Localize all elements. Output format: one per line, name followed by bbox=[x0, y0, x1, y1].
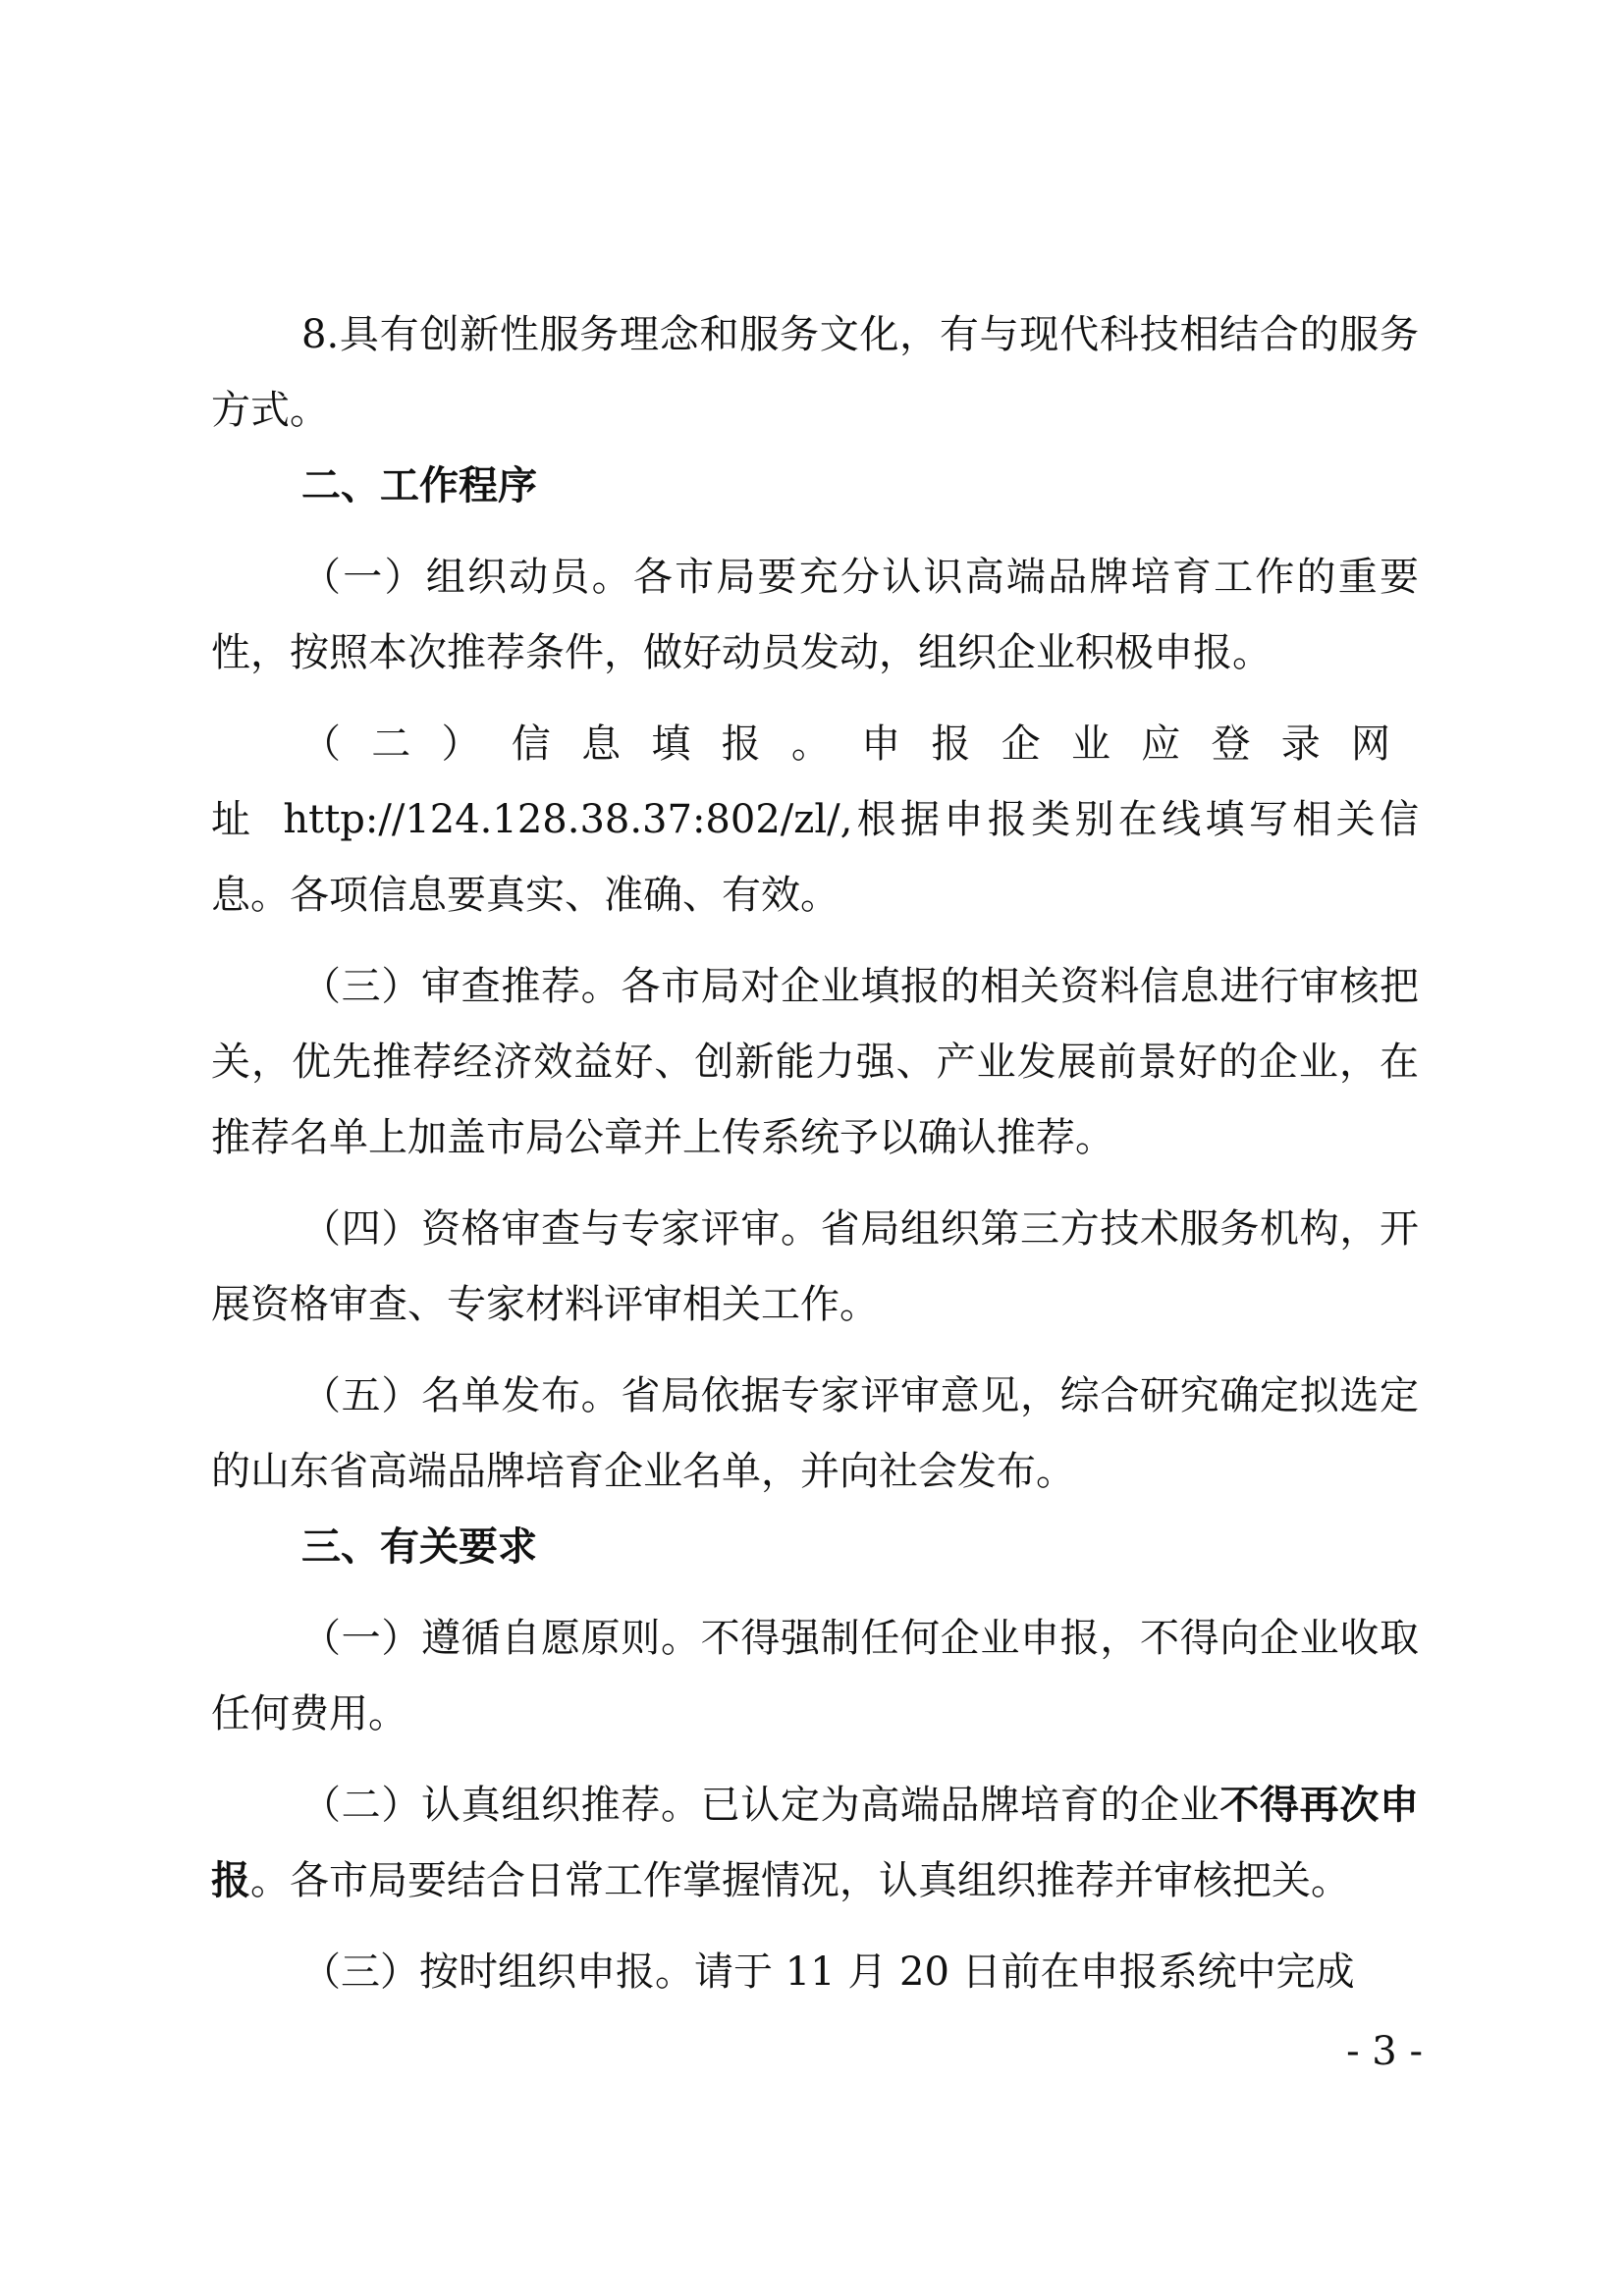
paragraph-text: 申报企业应登录网址 bbox=[211, 721, 1420, 842]
paragraph-careful-recommendation bbox=[211, 1768, 1419, 1919]
paragraph-text: 各市局要充分认识高端品牌培育工作的重要性，按照本次推荐条件，做好动员发动，组织企业积极申报。 bbox=[211, 555, 1420, 675]
paragraph-lead: （一）遵循自愿原则。 bbox=[301, 1616, 701, 1661]
paragraph-lead: （三）审查推荐。 bbox=[301, 964, 622, 1009]
section-heading-requirements: 三、有关要求 bbox=[301, 1524, 537, 1570]
paragraph-lead: （二）认真组织推荐。 bbox=[301, 1783, 701, 1828]
paragraph-list-release bbox=[211, 1359, 1419, 1510]
paragraph-voluntary-principle bbox=[211, 1601, 1419, 1752]
document-body bbox=[211, 297, 1419, 2010]
emphasis-text: 不得再次申报 bbox=[211, 1783, 1420, 1903]
paragraph-mobilization bbox=[211, 540, 1419, 691]
paragraph-text: 。各市局要结合日常工作掌握情况，认真组织推荐并审核把关。 bbox=[250, 1858, 1350, 1903]
paragraph-text: 省局依据专家评审意见，综合研究确定拟选定的山东省高端品牌培育企业名单，并向社会发布。 bbox=[211, 1373, 1420, 1494]
paragraph-lead: （二）信息填报。 bbox=[301, 721, 862, 767]
page-number: - 3 - bbox=[1346, 2029, 1423, 2074]
paragraph-text: 不得强制任何企业申报，不得向企业收取任何费用。 bbox=[211, 1616, 1420, 1736]
paragraph-review-recommend bbox=[211, 949, 1419, 1176]
paragraph-qualification-review bbox=[211, 1192, 1419, 1343]
paragraph-url-text: http://124.128.38.37:802/zl/,根据申报类别在线填写相关信息。各项信息要真实、准确、有效。 bbox=[211, 797, 1420, 918]
paragraph-lead: （一）组织动员。 bbox=[301, 555, 633, 600]
paragraph-text: 各市局对企业填报的相关资料信息进行审核把关，优先推荐经济效益好、创新能力强、产业发展前景好的企业，在推荐名单上加盖市局公章并上传系统予以确认推荐。 bbox=[211, 964, 1420, 1160]
paragraph-text: 已认定为高端品牌培育的企业 bbox=[700, 1783, 1220, 1828]
paragraph-lead: （四）资格审查与专家评审。 bbox=[301, 1206, 821, 1252]
section-heading-work-procedure: 二、工作程序 bbox=[301, 463, 537, 508]
paragraph-item-8: 8.具有创新性服务理念和服务文化，有与现代科技相结合的服务方式。 bbox=[211, 312, 1419, 433]
paragraph-lead: （三）按时组织申报。 bbox=[301, 1949, 694, 1995]
paragraph-text: 省局组织第三方技术服务机构，开展资格审查、专家材料评审相关工作。 bbox=[211, 1206, 1420, 1327]
paragraph-text: 请于 11 月 20 日前在申报系统中完成 bbox=[694, 1949, 1355, 1995]
paragraph-information-filling bbox=[211, 707, 1419, 934]
paragraph-timely-application bbox=[211, 1935, 1419, 2010]
paragraph-lead: （五）名单发布。 bbox=[301, 1373, 622, 1418]
